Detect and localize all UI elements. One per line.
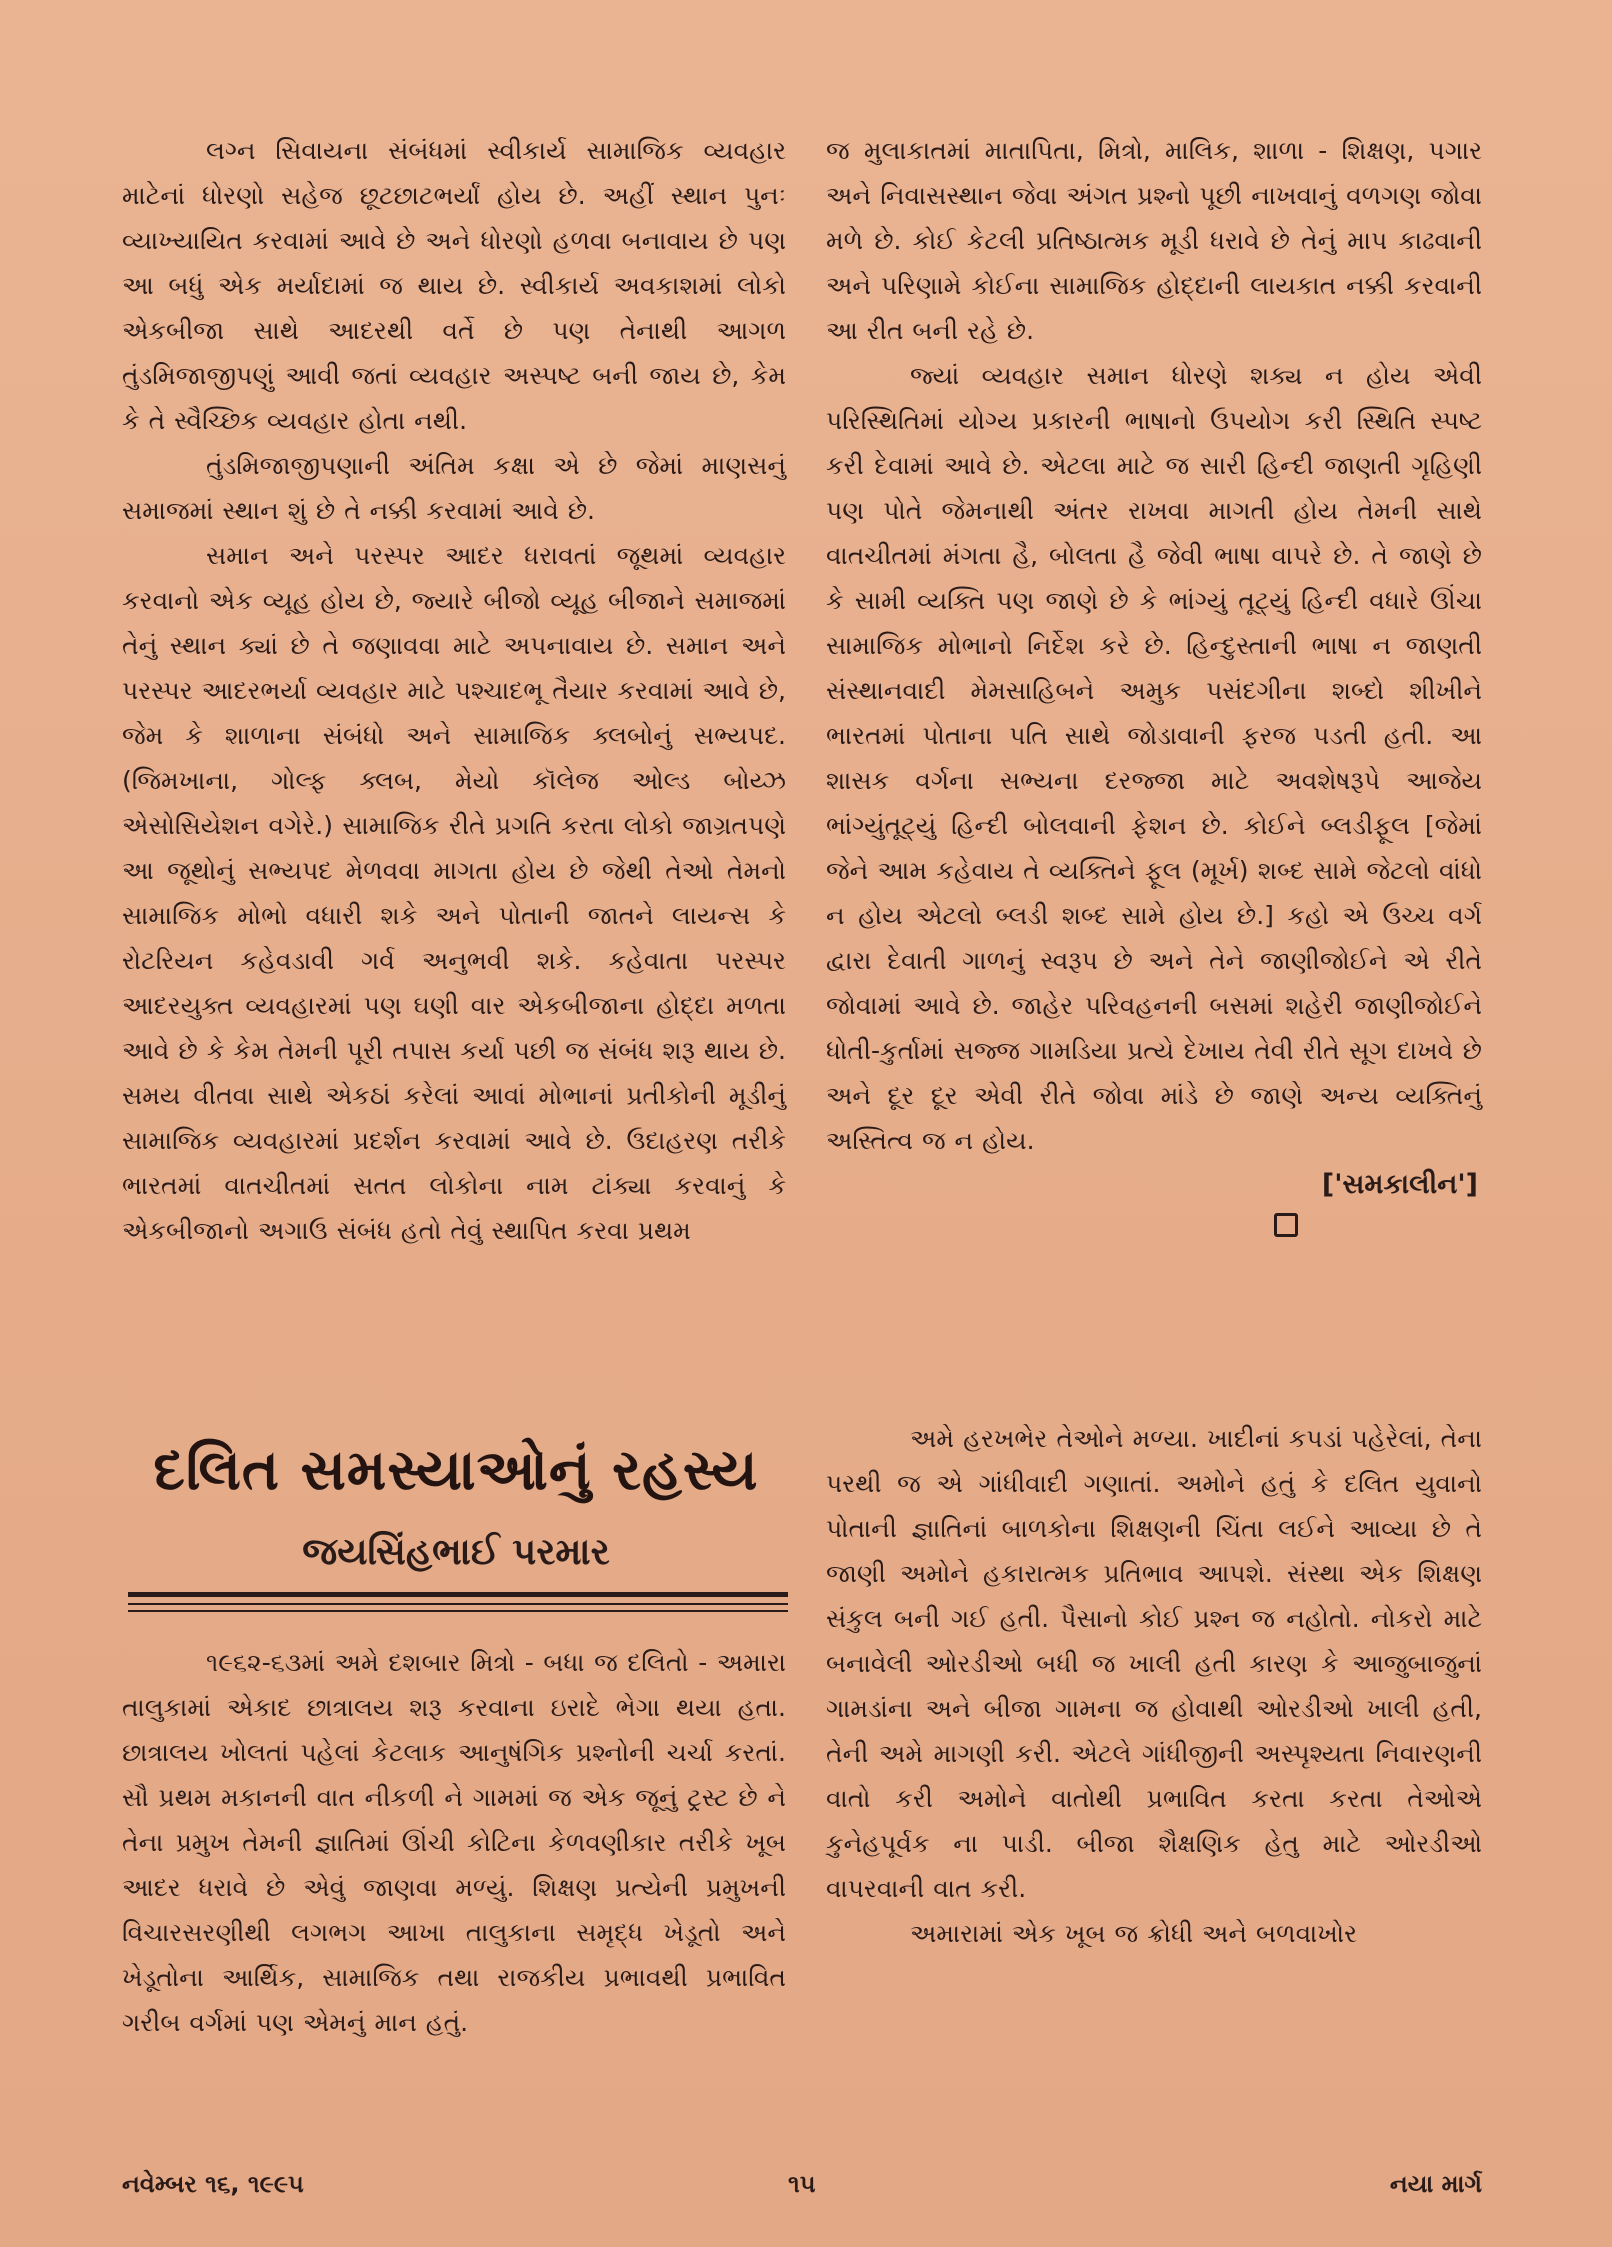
- page-number: ૧૫: [788, 2170, 816, 2198]
- title-rule: [128, 1592, 788, 1597]
- article-title: દલિત સમસ્યાઓનું રહસ્ય: [153, 1438, 759, 1503]
- paragraph: તુંડમિજાજીપણાની અંતિમ કક્ષા એ છે જેમાં માણસનું સમાજમાં સ્થાન શું છે તે નક્કી કરવામાં આવે છે.: [122, 451, 786, 525]
- paragraph: જ્યાં વ્યવહાર સમાન ધોરણે શક્ય ન હોય એવી પરિસ્થિતિમાં યોગ્ય પ્રકારની ભાષાનો ઉપયોગ કરી સ્થિતિ સ્પષ્ટ કરી દેવામાં આવે છે. એટલા માટે જ સારી હિન્દી જાણતી ગૃહિણી પણ પોતે જેમનાથી અંતર રાખવા માગતી હોય તેમની સાથે વાતચીતમાં મંગતા હૈ, બોલતા હૈ જેવી ભાષા વાપરે છે. તે જાણે છે કે સામી વ્યક્તિ પણ જાણે છે કે ભાંગ્યું તૂટ્યું હિન્દી વધારે ઊંચા સામાજિક મોભાનો નિર્દેશ કરે છે. હિન્દુસ્તાની ભાષા ન જાણતી સંસ્થાનવાદી મેમસાહિબને અમુક પસંદગીના શબ્દો શીખીને ભારતમાં પોતાના પતિ સાથે જોડાવાની ફરજ પડતી હતી. આ શાસક વર્ગના સભ્યના દરજ્જા માટે અવશેષરૂપે આજેય ભાંગ્યુંતૂટ્યું હિન્દી બોલવાની ફેશન છે. કોઈને બ્લડીફૂલ [જેમાં જેને આમ કહેવાય તે વ્યક્તિને ફૂલ (મૂર્ખ) શબ્દ સામે જેટલો વાંધો ન હોય એટલો બ્લડી શબ્દ સામે હોય છે.] કહો એ ઉચ્ચ વર્ગ દ્વારા દેવાતી ગાળનું સ્વરૂપ છે અને તેને જાણીજોઈને એ રીતે જોવામાં આવે છે. જાહેર પરિવહનની બસમાં શહેરી જાણીજોઈને ધોતી-કુર્તામાં સજ્જ ગામડિયા પ્રત્યે દેખાય તેવી રીતે સૂગ દાખવે છે અને દૂર દૂર એવી રીતે જોવા માંડે છે જાણે અન્ય વ્યક્તિનું અસ્તિત્વ જ ન હોય.: [826, 361, 1482, 1155]
- paragraph: અમે હરખભેર તેઓને મળ્યા. ખાદીનાં કપડાં પહેરેલાં, તેના પરથી જ એ ગાંધીવાદી ગણાતાં. અમોને હતું કે દલિત યુવાનો પોતાની જ્ઞાતિનાં બાળકોના શિક્ષણની ચિંતા લઈને આવ્યા છે તે જાણી અમોને હકારાત્મક પ્રતિભાવ આપશે. સંસ્થા એક શિક્ષણ સંકુલ બની ગઈ હતી. પૈસાનો કોઈ પ્રશ્ન જ નહોતો. નોકરો માટે બનાવેલી ઓરડીઓ બધી જ ખાલી હતી કારણ કે આજુબાજુનાં ગામડાંના અને બીજા ગામના જ હોવાથી ઓરડીઓ ખાલી હતી, તેની અમે માગણી કરી. એટલે ગાંધીજીની અસ્પૃશ્યતા નિવારણની વાતો કરી અમોને વાતોથી પ્રભાવિત કરતા કરતા તેઓએ કુનેહપૂર્વક ના પાડી. બીજા શૈક્ષણિક હેતુ માટે ઓરડીઓ વાપરવાની વાત કરી.: [826, 1424, 1482, 1903]
- publication-name: નયા માર્ગ: [1389, 2170, 1482, 2198]
- footer-date: નવેમ્બર ૧૬, ૧૯૯૫: [122, 2170, 304, 2198]
- paragraph: અમારામાં એક ખૂબ જ ક્રોધી અને બળવાખોર: [910, 1919, 1358, 1948]
- article1-right-column: [826, 128, 1482, 1237]
- paragraph: ૧૯૬૨-૬૩માં અમે દશબાર મિત્રો - બધા જ દલિતો - અમારા તાલુકામાં એકાદ છાત્રાલય શરૂ કરવાના ઇરાદે ભેગા થયા હતા. છાત્રાલય ખોલતાં પહેલાં કેટલાક આનુષંગિક પ્રશ્નોની ચર્ચા કરતાં. સૌ પ્રથમ મકાનની વાત નીકળી ને ગામમાં જ એક જૂનું ટ્રસ્ટ છે ને તેના પ્રમુખ તેમની જ્ઞાતિમાં ઊંચી કોટિના કેળવણીકાર તરીકે ખૂબ આદર ધરાવે છે એવું જાણવા મળ્યું. શિક્ષણ પ્રત્યેની પ્રમુખની વિચારસરણીથી લગભગ આખા તાલુકાના સમૃદ્ધ ખેડૂતો અને ખેડૂતોના આર્થિક, સામાજિક તથા રાજકીય પ્રભાવથી પ્રભાવિત ગરીબ વર્ગમાં પણ એમનું માન હતું.: [122, 1648, 786, 2037]
- paragraph: જ મુલાકાતમાં માતાપિતા, મિત્રો, માલિક, શાળા - શિક્ષણ, પગાર અને નિવાસસ્થાન જેવા અંગત પ્રશ્નો પૂછી નાખવાનું વળગણ જોવા મળે છે. કોઈ કેટલી પ્રતિષ્ઠાત્મક મૂડી ધરાવે છે તેનું માપ કાઢવાની અને પરિણામે કોઈના સામાજિક હોદ્દાની લાયકાત નક્કી કરવાની આ રીત બની રહે છે.: [826, 136, 1482, 345]
- article-source: ['સમકાલીન']: [1321, 1169, 1478, 1200]
- article-author: જયસિંહભાઈ પરમાર: [302, 1530, 610, 1573]
- article1-left-column: [122, 128, 786, 1253]
- end-of-article-icon: [1274, 1213, 1298, 1237]
- article2-left-column: [122, 1640, 786, 2045]
- article2-right-column: [826, 1416, 1482, 1956]
- paragraph: લગ્ન સિવાયના સંબંધમાં સ્વીકાર્ય સામાજિક વ્યવહાર માટેનાં ધોરણો સહેજ છૂટછાટભર્યાં હોય છે. અહીં સ્થાન પુનઃ વ્યાખ્યાયિત કરવામાં આવે છે અને ધોરણો હળવા બનાવાય છે પણ આ બધું એક મર્યાદામાં જ થાય છે. સ્વીકાર્ય અવકાશમાં લોકો એકબીજા સાથે આદરથી વર્તે છે પણ તેનાથી આગળ તુંડમિજાજીપણું આવી જતાં વ્યવહાર અસ્પષ્ટ બની જાય છે, કેમ કે તે સ્વૈચ્છિક વ્યવહાર હોતા નથી.: [122, 136, 786, 435]
- title-rule: [128, 1603, 788, 1605]
- title-rule: [128, 1610, 788, 1612]
- paragraph: સમાન અને પરસ્પર આદર ધરાવતાં જૂથમાં વ્યવહાર કરવાનો એક વ્યૂહ હોય છે, જ્યારે બીજો વ્યૂહ બીજાને સમાજમાં તેનું સ્થાન ક્યાં છે તે જણાવવા માટે અપનાવાય છે. સમાન અને પરસ્પર આદરભર્યા વ્યવહાર માટે પશ્ચાદભૂ તૈયાર કરવામાં આવે છે, જેમ કે શાળાના સંબંધો અને સામાજિક ક્લબોનું સભ્યપદ. (જિમખાના, ગોલ્ફ ક્લબ, મેયો કૉલેજ ઓલ્ડ બોય્ઝ એસોસિયેશન વગેરે.) સામાજિક રીતે પ્રગતિ કરતા લોકો જાગ્રતપણે આ જૂથોનું સભ્યપદ મેળવવા માગતા હોય છે જેથી તેઓ તેમનો સામાજિક મોભો વધારી શકે અને પોતાની જાતને લાયન્સ કે રોટરિયન કહેવડાવી ગર્વ અનુભવી શકે. કહેવાતા પરસ્પર આદરયુક્ત વ્યવહારમાં પણ ઘણી વાર એકબીજાના હોદ્દા મળતા આવે છે કે કેમ તેમની પૂરી તપાસ કર્યા પછી જ સંબંધ શરૂ થાય છે. સમય વીતવા સાથે એકઠાં કરેલાં આવાં મોભાનાં પ્રતીકોની મૂડીનું સામાજિક વ્યવહારમાં પ્રદર્શન કરવામાં આવે છે. ઉદાહરણ તરીકે ભારતમાં વાતચીતમાં સતત લોકોના નામ ટાંક્યા કરવાનું કે એકબીજાનો અગાઉ સંબંધ હતો તેવું સ્થાપિત કરવા પ્રથમ: [122, 541, 786, 1245]
